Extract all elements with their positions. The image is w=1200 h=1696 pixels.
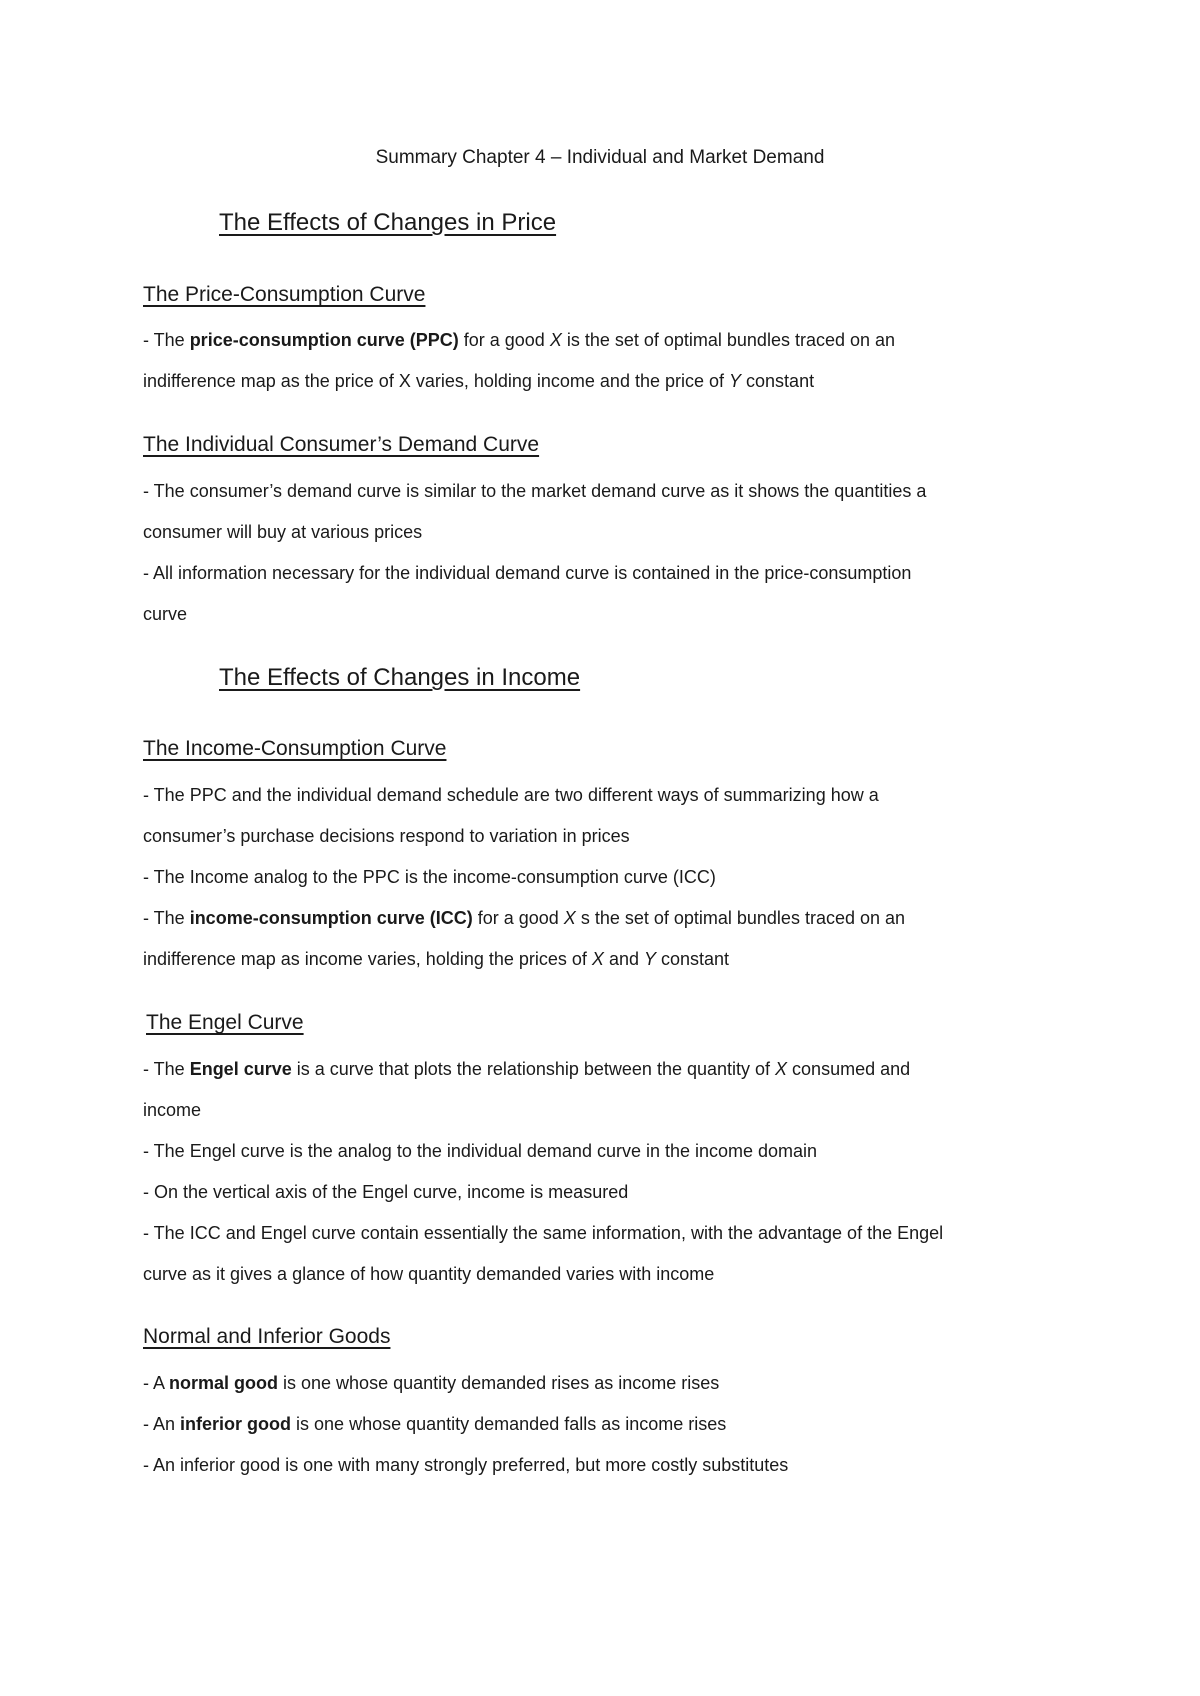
bold-term: normal good <box>169 1373 279 1393</box>
italic-variable: Y <box>643 949 656 969</box>
section-heading-income: The Effects of Changes in Income <box>219 664 581 691</box>
paragraph-line: consumer’s purchase decisions respond to variation in prices <box>143 826 630 846</box>
paragraph-line: - The Engel curve is the analog to the individual demand curve in the income domain <box>143 1141 818 1161</box>
bold-term: inferior good <box>180 1414 292 1434</box>
text-run: - An <box>143 1414 181 1434</box>
text-run: - A <box>143 1373 170 1393</box>
paragraph-line <box>143 1412 1063 1436</box>
paragraph-line: - An inferior good is one with many strongly preferred, but more costly substitutes <box>143 1455 789 1475</box>
paragraph-line <box>143 1057 1063 1081</box>
paragraph-line: income <box>143 1100 202 1120</box>
text-run: indifference map as the price of X varies, holding income and the price of <box>143 371 730 391</box>
paragraph-line <box>143 369 1063 393</box>
italic-variable: Y <box>729 371 742 391</box>
subheading-income-consumption-curve: The Income-Consumption Curve <box>143 737 447 760</box>
paragraph-line <box>143 906 1063 930</box>
italic-variable: X <box>563 908 576 928</box>
subheading-price-consumption-curve: The Price-Consumption Curve <box>143 283 426 306</box>
text-run: for a good <box>472 908 564 928</box>
italic-variable: X <box>549 330 562 350</box>
bold-term: price-consumption curve (PPC) <box>189 330 459 350</box>
text-run: constant <box>741 371 815 391</box>
subheading-engel-curve: The Engel Curve <box>146 1011 304 1034</box>
paragraph-line <box>143 328 1063 352</box>
italic-variable: X <box>591 949 604 969</box>
subheading-individual-demand-curve: The Individual Consumer’s Demand Curve <box>143 433 540 456</box>
paragraph-line: curve as it gives a glance of how quantity demanded varies with income <box>143 1264 715 1284</box>
section-heading-price: The Effects of Changes in Price <box>219 209 557 236</box>
text-run: and <box>603 949 644 969</box>
paragraph-line <box>143 947 1063 971</box>
text-run: is one whose quantity demanded rises as income rises <box>278 1373 720 1393</box>
italic-variable: X <box>775 1059 788 1079</box>
paragraph-line: - The PPC and the individual demand schedule are two different ways of summarizing how a <box>143 785 879 805</box>
text-run: is a curve that plots the relationship between the quantity of <box>291 1059 776 1079</box>
text-run: indifference map as income varies, holding the prices of <box>143 949 592 969</box>
text-run: - The <box>143 908 190 928</box>
text-run: is one whose quantity demanded falls as income rises <box>291 1414 727 1434</box>
paragraph-line: curve <box>143 604 188 624</box>
subheading-normal-inferior-goods: Normal and Inferior Goods <box>143 1325 391 1348</box>
paragraph-line: - The ICC and Engel curve contain essentially the same information, with the advantage of the Engel <box>143 1223 944 1243</box>
text-run: consumed and <box>787 1059 911 1079</box>
text-run: for a good <box>458 330 550 350</box>
text-run: - The <box>143 1059 190 1079</box>
paragraph-line <box>143 1371 1063 1395</box>
paragraph-line: - The Income analog to the PPC is the income-consumption curve (ICC) <box>143 867 716 887</box>
paragraph-line: - On the vertical axis of the Engel curve, income is measured <box>143 1182 629 1202</box>
text-run: s the set of optimal bundles traced on an <box>575 908 906 928</box>
document-title: Summary Chapter 4 – Individual and Market Demand <box>375 147 825 168</box>
text-run: constant <box>656 949 730 969</box>
bold-term: Engel curve <box>189 1059 292 1079</box>
paragraph-line: consumer will buy at various prices <box>143 522 423 542</box>
text-run: is the set of optimal bundles traced on an <box>561 330 896 350</box>
paragraph-line: - All information necessary for the individual demand curve is contained in the price-consumption <box>143 563 912 583</box>
text-run: - The <box>143 330 190 350</box>
bold-term: income-consumption curve (ICC) <box>189 908 473 928</box>
paragraph-line: - The consumer’s demand curve is similar to the market demand curve as it shows the quantities a <box>143 481 927 501</box>
